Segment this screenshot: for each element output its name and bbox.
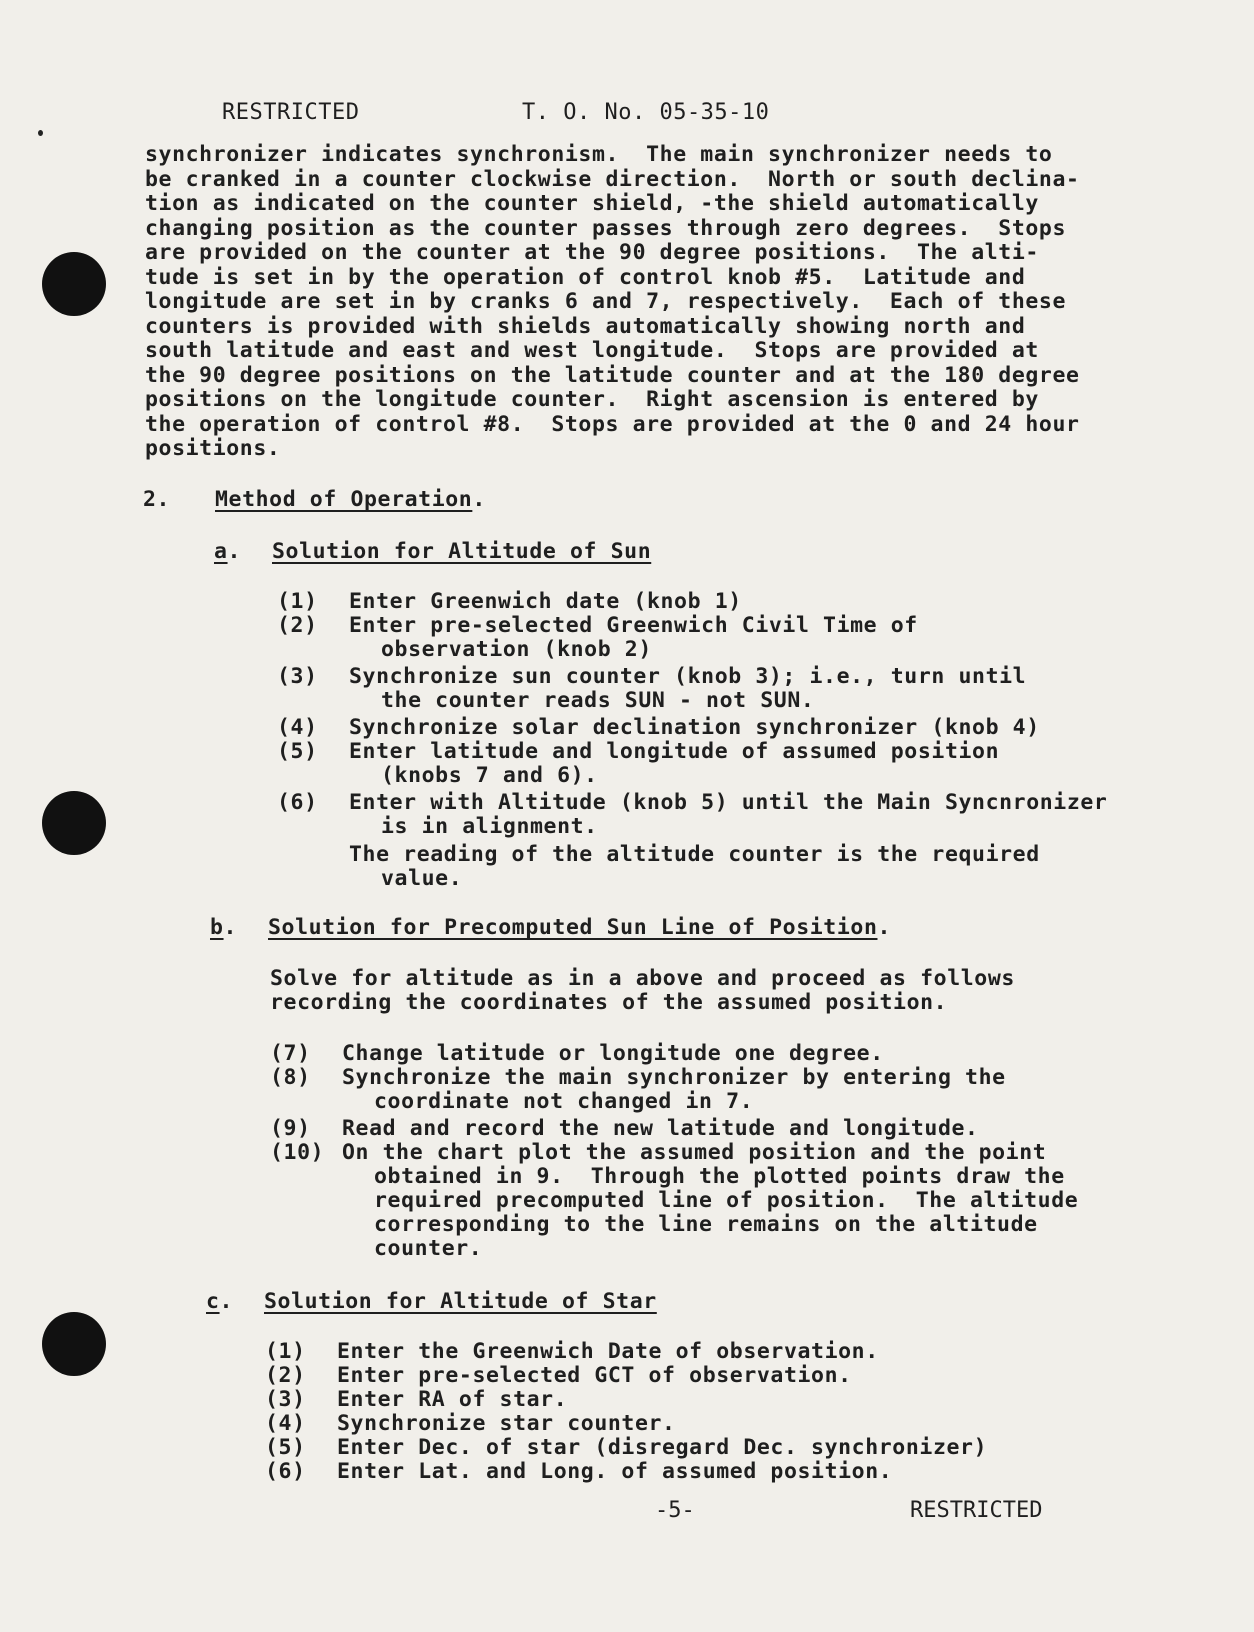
step-number: (1)	[265, 1339, 306, 1364]
step-text: Enter pre-selected GCT of observation.	[337, 1363, 852, 1388]
punch-hole-bottom	[42, 1312, 106, 1376]
step-text: Enter the Greenwich Date of observation.	[337, 1339, 879, 1364]
section-title	[215, 488, 486, 513]
step-text: Synchronize the main synchronizer by entering the	[342, 1065, 1006, 1090]
step-text: On the chart plot the assumed position and the point	[342, 1140, 1047, 1165]
intro-line: counters is provided with shields automatically showing north and	[145, 313, 1026, 339]
subsection-letter-period: .	[223, 915, 238, 940]
step-text: Enter with Altitude (knob 5) until the Main Syncnronizer	[349, 790, 1108, 815]
intro-line: the 90 degree positions on the latitude counter and at the 180 degree	[145, 362, 1080, 388]
intro-line: synchronizer indicates synchronism. The main synchronizer needs to	[145, 142, 1053, 167]
step-text: Enter RA of star.	[337, 1387, 568, 1412]
section-title-text: Method of Operation	[215, 487, 473, 512]
header-classification: RESTRICTED	[222, 100, 360, 125]
subsection-title	[264, 1290, 657, 1315]
closing-text-continued: value.	[381, 866, 463, 891]
step-text: Synchronize star counter.	[337, 1411, 676, 1436]
step-number: (2)	[277, 613, 318, 638]
intro-line: positions.	[145, 436, 281, 461]
subsection-title-text: Solution for Altitude of Sun	[272, 539, 652, 564]
step-text-continued: is in alignment.	[381, 814, 598, 839]
step-text: Enter pre-selected Greenwich Civil Time of	[349, 613, 918, 638]
punch-hole-middle	[42, 791, 106, 855]
subsection-title-text: Solution for Precomputed Sun Line of Position	[268, 915, 878, 940]
step-number: (3)	[277, 664, 318, 689]
step-number: (7)	[270, 1041, 311, 1066]
punch-hole-top	[42, 252, 106, 316]
intro-line: are provided on the counter at the 90 degree positions. The alti-	[145, 240, 1039, 265]
subsection-letter-period: .	[227, 539, 242, 564]
subsection-letter-text: b	[210, 915, 224, 940]
subsection-title	[268, 916, 891, 941]
intro-line: longitude are set in by cranks 6 and 7, respectively. Each of these	[145, 289, 1066, 314]
step-text: Synchronize sun counter (knob 3); i.e., turn until	[349, 664, 1027, 689]
step-text-continued: counter.	[374, 1236, 483, 1261]
footer-classification: RESTRICTED	[910, 1498, 1043, 1523]
step-number: (6)	[265, 1459, 306, 1484]
step-text: Enter Dec. of star (disregard Dec. synchronizer)	[337, 1435, 988, 1460]
step-number: (5)	[277, 739, 318, 764]
section-number: 2.	[143, 487, 171, 512]
intro-line: tude is set in by the operation of control knob #5. Latitude and	[145, 264, 1026, 290]
step-text-continued: coordinate not changed in 7.	[374, 1089, 754, 1114]
step-number: (3)	[265, 1387, 306, 1412]
subsection-letter	[210, 916, 237, 941]
subsection-letter	[206, 1290, 233, 1315]
step-number: (10)	[270, 1140, 325, 1165]
step-text: Change latitude or longitude one degree.	[342, 1041, 884, 1066]
header-document-number: T. O. No. 05-35-10	[522, 100, 770, 125]
intro-line: positions on the longitude counter. Right ascension is entered by	[145, 387, 1039, 412]
step-number: (2)	[265, 1363, 306, 1388]
subsection-b-intro: recording the coordinates of the assumed position.	[270, 990, 948, 1015]
step-text-continued: required precomputed line of position. The altitude	[374, 1188, 1079, 1213]
subsection-title-text: Solution for Altitude of Star	[264, 1289, 657, 1314]
subsection-title	[272, 540, 651, 565]
step-text-continued: the counter reads SUN - not SUN.	[381, 688, 815, 713]
step-number: (6)	[277, 790, 318, 815]
step-number: (4)	[265, 1411, 306, 1436]
step-text: Enter latitude and longitude of assumed position	[349, 739, 1000, 764]
step-text-continued: obtained in 9. Through the plotted points draw the	[374, 1164, 1065, 1189]
step-text: Read and record the new latitude and longitude.	[342, 1116, 979, 1141]
closing-text: The reading of the altitude counter is the required	[349, 842, 1040, 867]
subsection-letter-text: a	[214, 539, 228, 564]
stray-mark	[38, 130, 43, 136]
subsection-letter-period: .	[219, 1289, 234, 1314]
step-text-continued: corresponding to the line remains on the altitude	[374, 1212, 1038, 1237]
step-number: (4)	[277, 715, 318, 740]
step-text-continued: observation (knob 2)	[381, 637, 652, 662]
step-number: (8)	[270, 1065, 311, 1090]
subsection-b-intro: Solve for altitude as in a above and proceed as follows	[270, 966, 1015, 991]
page-number: -5-	[655, 1498, 695, 1523]
step-number: (9)	[270, 1116, 311, 1141]
step-text: Synchronize solar declination synchronizer (knob 4)	[349, 715, 1040, 740]
intro-line: the operation of control #8. Stops are provided at the 0 and 24 hour	[145, 411, 1080, 437]
intro-line: south latitude and east and west longitude. Stops are provided at	[145, 338, 1039, 363]
intro-line: tion as indicated on the counter shield, -the shield automatically	[145, 191, 1039, 216]
intro-line: be cranked in a counter clockwise direction. North or south declina-	[145, 166, 1080, 192]
subsection-title-period: .	[877, 915, 892, 940]
step-number: (1)	[277, 589, 318, 614]
subsection-letter-text: c	[206, 1289, 220, 1314]
step-text: Enter Greenwich date (knob 1)	[349, 589, 742, 614]
step-text-continued: (knobs 7 and 6).	[381, 763, 598, 788]
step-text: Enter Lat. and Long. of assumed position.	[337, 1459, 893, 1484]
intro-line: changing position as the counter passes through zero degrees. Stops	[145, 215, 1066, 241]
step-number: (5)	[265, 1435, 306, 1460]
section-title-period: .	[472, 487, 486, 512]
subsection-letter	[214, 540, 241, 565]
